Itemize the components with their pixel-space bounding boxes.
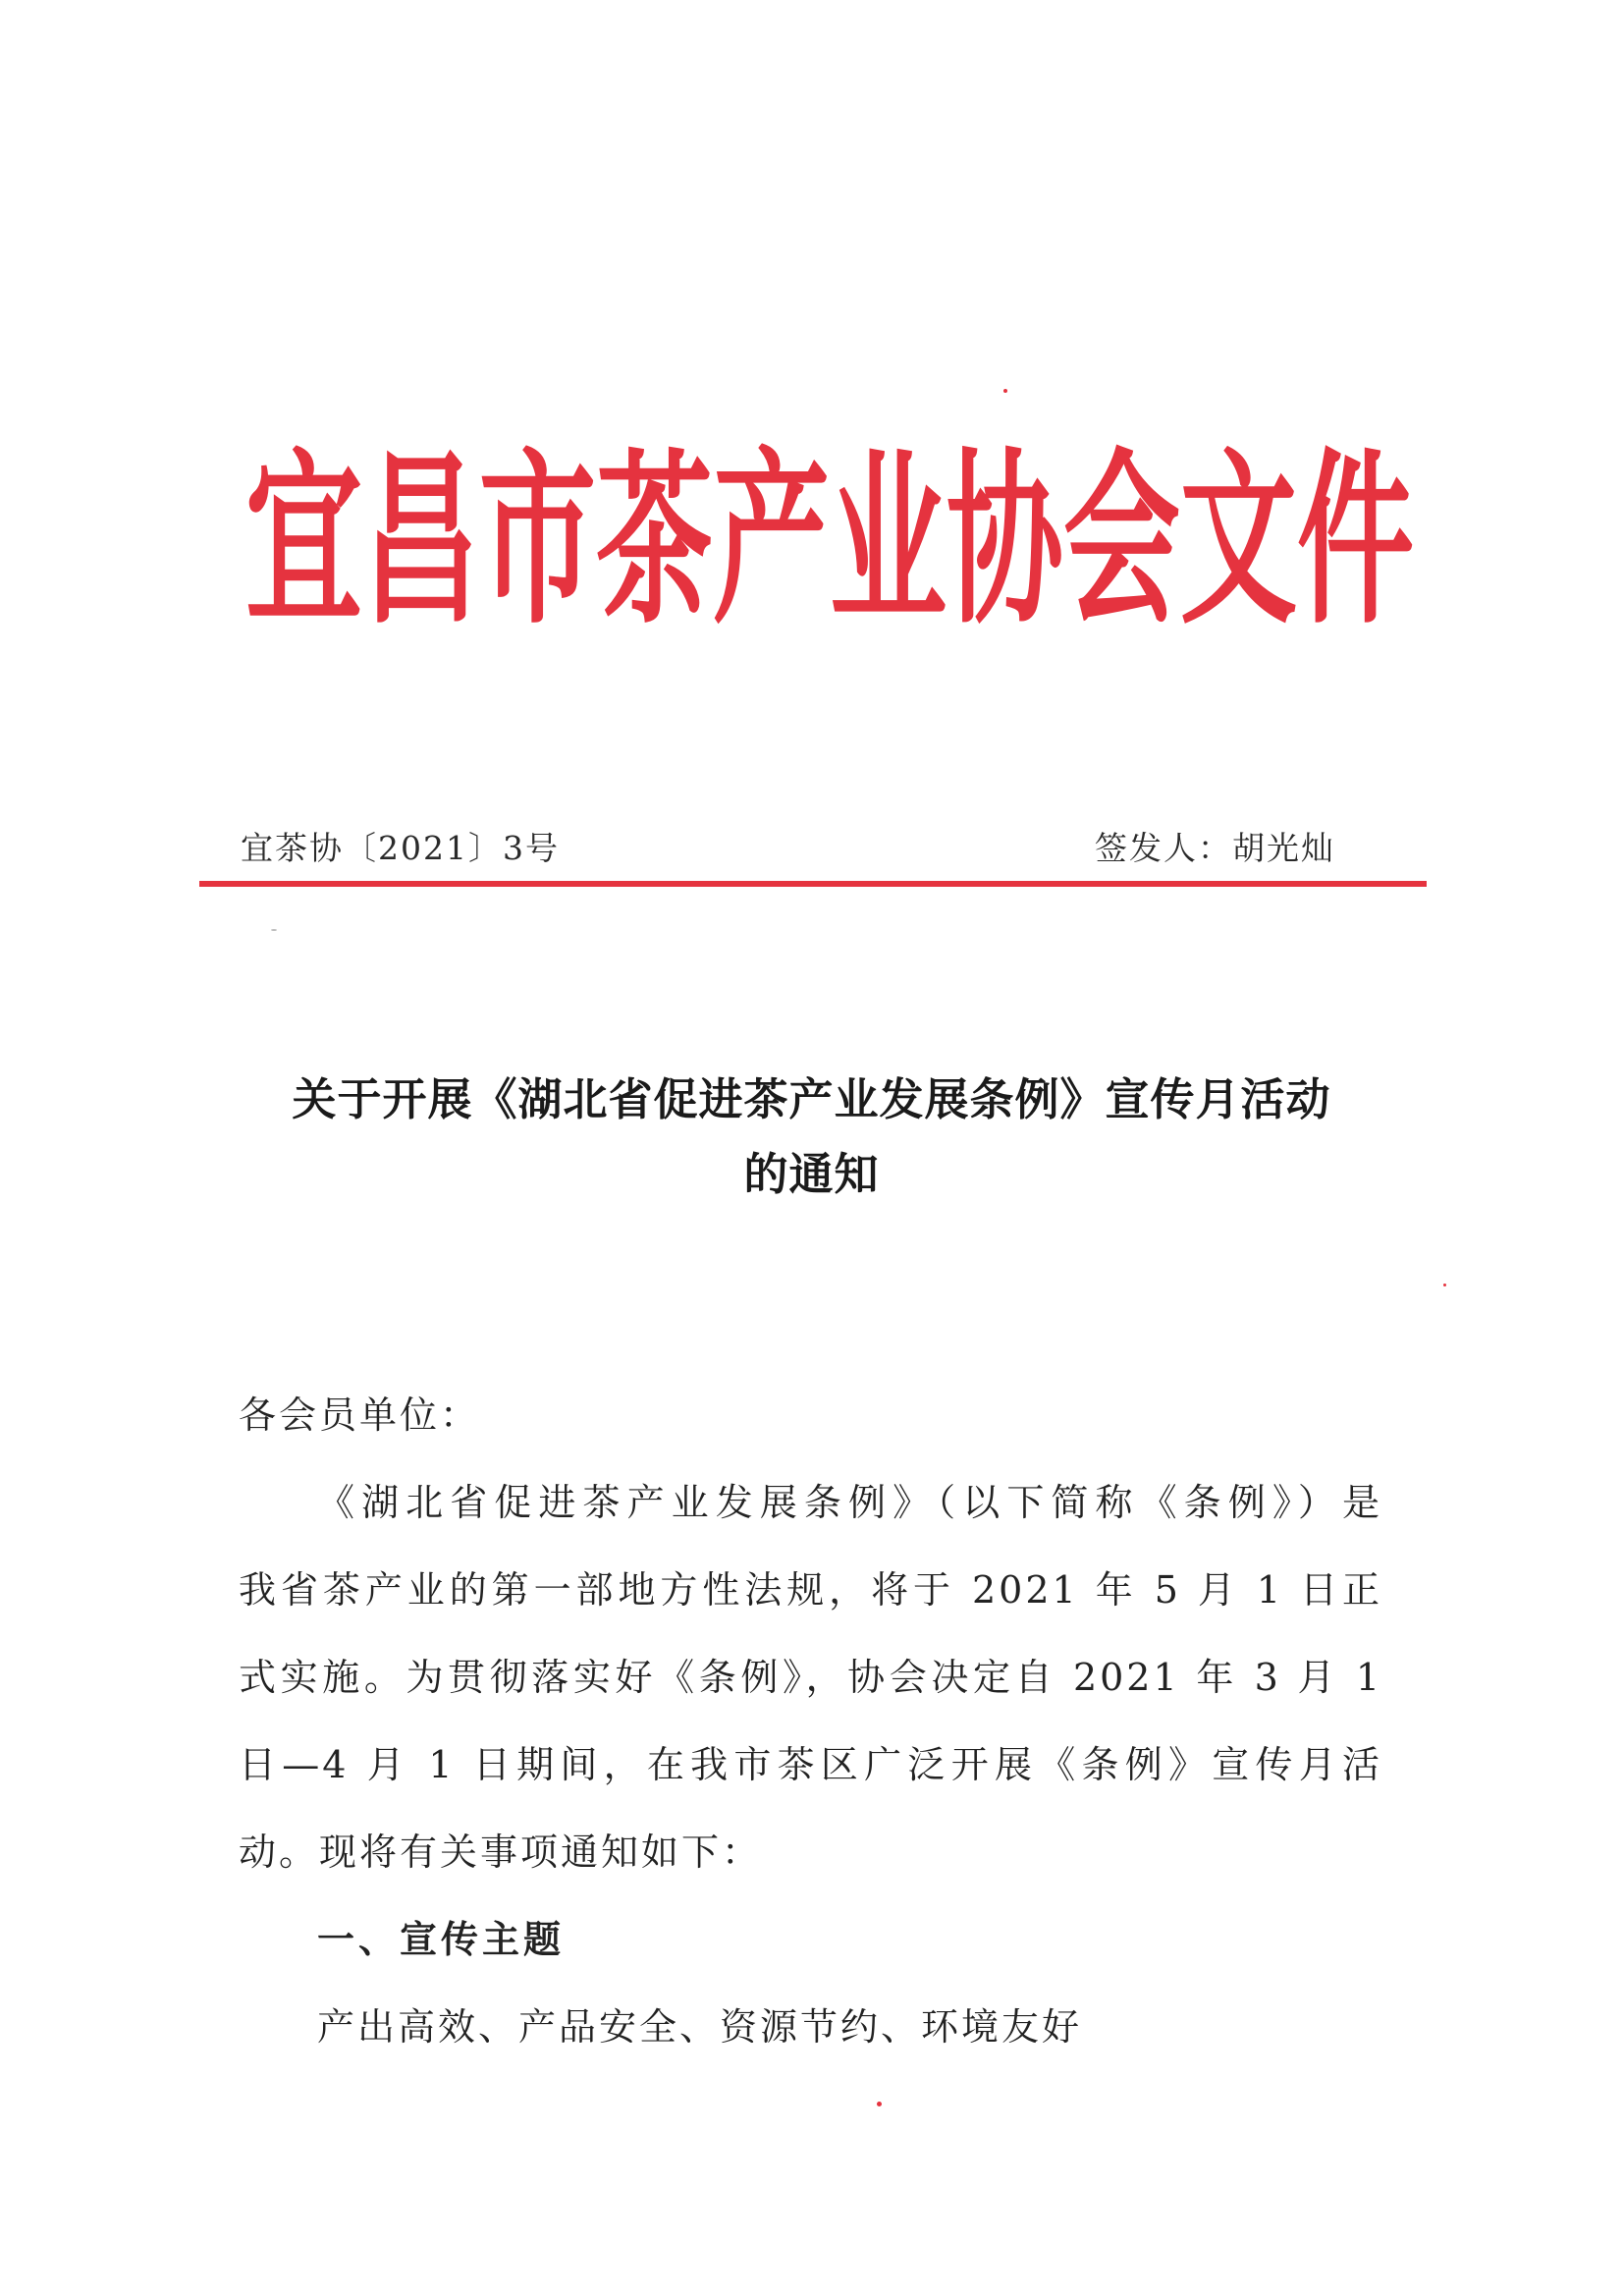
issuer-red-header <box>236 432 1424 648</box>
notice-title-line: 关于开展《湖北省促进茶产业发展条例》宣传月活动 <box>292 1073 1331 1125</box>
paragraph-line: 动。现将有关事项通知如下： <box>239 1831 763 1874</box>
notice-body <box>239 1372 1382 2071</box>
scan-speck <box>1443 1284 1446 1286</box>
red-separator-line <box>199 881 1427 887</box>
scan-speck <box>271 929 277 931</box>
paragraph-line: 日—4 月 1 日期间，在我市茶区广泛开展《条例》宣传月活 <box>239 1743 1382 1786</box>
paragraph-line: 式实施。为贯彻落实好《条例》，协会决定自 2021 年 3 月 1 <box>239 1656 1382 1699</box>
document-meta-row <box>241 823 1335 872</box>
paragraph-line: 《湖北省促进茶产业发展条例》（以下简称《条例》）是 <box>317 1481 1382 1524</box>
scan-speck <box>877 2102 882 2106</box>
scan-speck <box>1003 389 1007 393</box>
signer: 签发人：胡光灿 <box>1095 829 1335 867</box>
document-number: 宜茶协〔2021〕3号 <box>241 829 560 867</box>
section-text: 产出高效、产品安全、资源节约、环境友好 <box>317 2005 1083 2049</box>
issuer-title-text: 宜昌市茶产业协会文件 <box>245 432 1414 648</box>
paragraph-line: 我省茶产业的第一部地方性法规，将于 2021 年 5 月 1 日正 <box>239 1568 1382 1612</box>
section-heading: 一、宣传主题 <box>317 1918 566 1961</box>
notice-title <box>177 1063 1446 1212</box>
notice-title-line: 的通知 <box>743 1148 880 1200</box>
salutation: 各会员单位： <box>239 1394 481 1437</box>
